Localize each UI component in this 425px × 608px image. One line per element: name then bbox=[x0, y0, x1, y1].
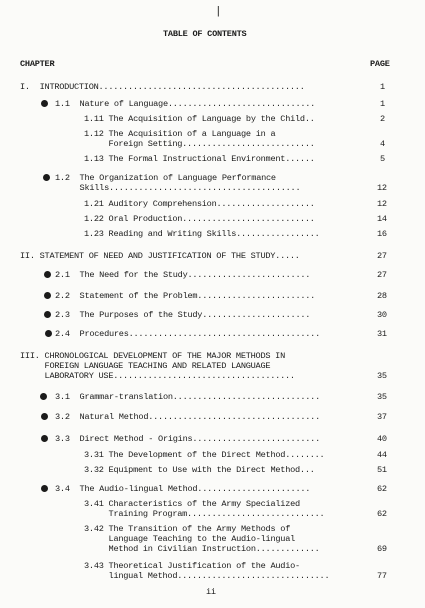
toc-page: 28 bbox=[377, 291, 387, 301]
bullet-mark bbox=[44, 292, 51, 299]
toc-entry: 3.31 The Development of the Direct Method........ bbox=[84, 450, 325, 460]
toc-page: 4 bbox=[380, 139, 385, 149]
page-header: PAGE bbox=[370, 59, 390, 69]
toc-entry: 3.3 Direct Method - Origins.......................... bbox=[55, 434, 320, 444]
bullet-mark bbox=[40, 393, 47, 400]
bullet-mark bbox=[45, 330, 52, 337]
toc-entry: III. CHRONOLOGICAL DEVELOPMENT OF THE MAJOR METHODS IN bbox=[20, 351, 285, 361]
chapter-header: CHAPTER bbox=[20, 59, 55, 69]
toc-page: 1 bbox=[380, 99, 385, 109]
toc-page: 27 bbox=[377, 270, 387, 280]
toc-page: 37 bbox=[377, 412, 387, 422]
toc-entry: 3.43 Theoretical Justification of the Audio- bbox=[84, 561, 300, 571]
bullet-mark bbox=[44, 311, 51, 318]
toc-entry: Language Teaching to the Audio-lingual bbox=[84, 534, 296, 544]
toc-entry: 3.4 The Audio-lingual Method....................... bbox=[55, 484, 311, 494]
toc-page: 2 bbox=[380, 114, 385, 124]
toc-page: 51 bbox=[377, 465, 387, 475]
toc-page: 27 bbox=[377, 251, 387, 261]
toc-page: 69 bbox=[377, 544, 387, 554]
toc-entry: Method in Civilian Instruction............. bbox=[84, 544, 320, 554]
toc-page: 31 bbox=[377, 329, 387, 339]
toc-entry: 2.3 The Purposes of the Study...................... bbox=[55, 310, 311, 320]
toc-entry: 1.23 Reading and Writing Skills................. bbox=[84, 229, 320, 239]
toc-page: 12 bbox=[377, 183, 387, 193]
bullet-mark bbox=[41, 413, 48, 420]
toc-entry: 3.42 The Transition of the Army Methods of bbox=[84, 524, 291, 534]
toc-entry: lingual Method............................... bbox=[84, 571, 330, 581]
toc-page: 12 bbox=[377, 199, 387, 209]
toc-page: 35 bbox=[377, 371, 387, 381]
bullet-mark bbox=[41, 435, 48, 442]
page-number: ii bbox=[206, 587, 216, 597]
toc-entry: Training Program............................ bbox=[84, 509, 325, 519]
toc-page: 16 bbox=[377, 229, 387, 239]
toc-entry: 1.1 Nature of Language.............................. bbox=[55, 99, 316, 109]
toc-page: 35 bbox=[377, 392, 387, 402]
toc-entry: FOREIGN LANGUAGE TEACHING AND RELATED LANGUAGE bbox=[20, 361, 271, 371]
bullet-mark bbox=[41, 485, 48, 492]
toc-entry: 3.1 Grammar-translation.............................. bbox=[55, 392, 320, 402]
toc-entry: 3.32 Equipment to Use with the Direct Method... bbox=[84, 465, 315, 475]
toc-page: 40 bbox=[377, 434, 387, 444]
toc-entry: 3.2 Natural Method................................... bbox=[55, 412, 320, 422]
toc-entry: 1.2 The Organization of Language Performance bbox=[55, 173, 276, 183]
toc-entry: Skills....................................... bbox=[55, 183, 301, 193]
toc-page: 62 bbox=[377, 509, 387, 519]
toc-entry: LABORATORY USE..................................... bbox=[20, 371, 295, 381]
toc-entry: 2.2 Statement of the Problem........................ bbox=[55, 291, 316, 301]
toc-entry: 1.21 Auditory Comprehension.................... bbox=[84, 199, 315, 209]
toc-entry: I. INTRODUCTION.......................................... bbox=[20, 82, 305, 92]
bullet-mark bbox=[44, 271, 51, 278]
toc-title: TABLE OF CONTENTS bbox=[163, 29, 247, 39]
bullet-mark bbox=[43, 174, 50, 181]
toc-entry: 2.4 Procedures....................................... bbox=[55, 329, 320, 339]
toc-entry: 1.22 Oral Production........................... bbox=[84, 214, 315, 224]
toc-page: 5 bbox=[380, 154, 385, 164]
toc-page: 44 bbox=[377, 450, 387, 460]
toc-entry: 1.12 The Acquisition of a Language in a bbox=[84, 129, 276, 139]
toc-page: 77 bbox=[377, 571, 387, 581]
top-mark: | bbox=[215, 6, 222, 18]
toc-entry: 3.41 Characteristics of the Army Specialized bbox=[84, 499, 300, 509]
toc-page: 30 bbox=[377, 310, 387, 320]
toc-entry: 1.13 The Formal Instructional Environment...... bbox=[84, 154, 315, 164]
toc-entry: 2.1 The Need for the Study......................... bbox=[55, 270, 311, 280]
toc-entry: II. STATEMENT OF NEED AND JUSTIFICATION OF THE STUDY..... bbox=[20, 251, 300, 261]
toc-page: 1 bbox=[380, 82, 385, 92]
bullet-mark bbox=[41, 100, 48, 107]
toc-entry: 1.11 The Acquisition of Language by the Child.. bbox=[84, 114, 315, 124]
toc-page: 62 bbox=[377, 484, 387, 494]
toc-page: 14 bbox=[377, 214, 387, 224]
toc-entry: Foreign Setting........................... bbox=[84, 139, 315, 149]
